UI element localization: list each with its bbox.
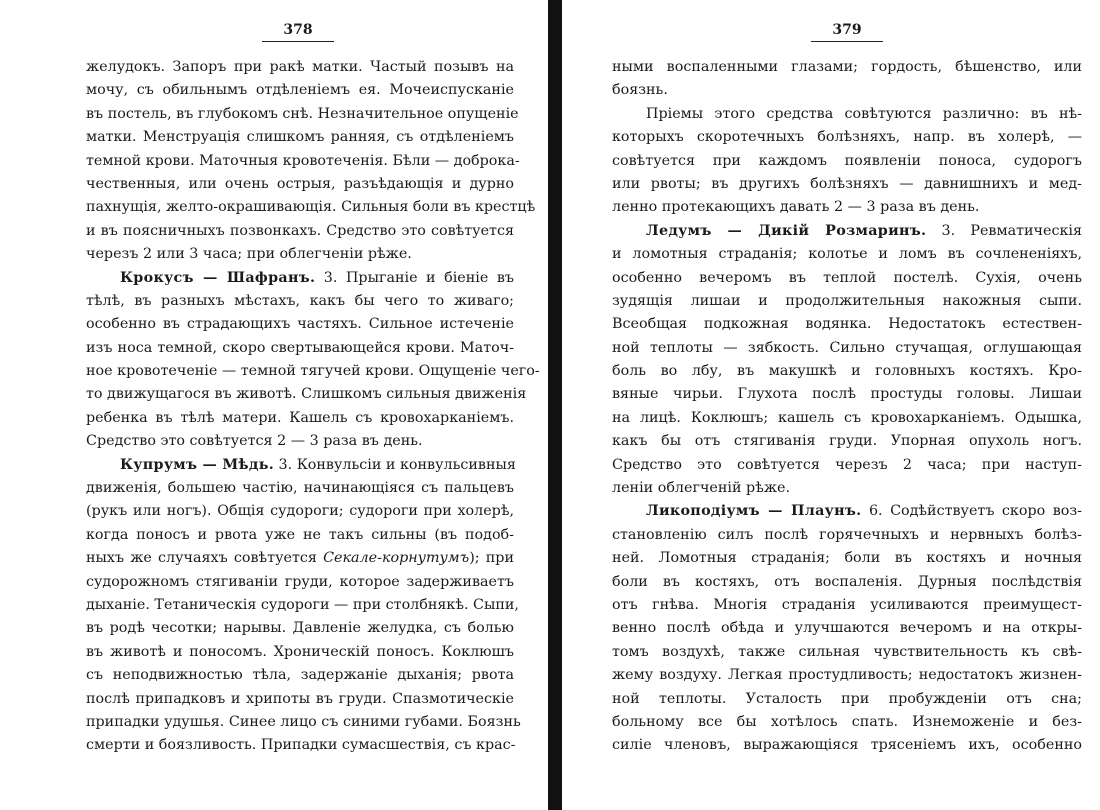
line-text: венно послѣ обѣда и улучшаются вечеромъ и на откры- — [612, 620, 1082, 637]
page-number — [807, 22, 887, 42]
text-line — [612, 173, 1082, 196]
line-text: жему воздуху. Легкая простудливость; недостатокъ жизнен- — [612, 667, 1082, 684]
text-line — [86, 664, 514, 687]
text-line — [86, 313, 514, 336]
text-line — [612, 56, 1082, 79]
line-text: ной теплоты. Усталость при пробужденіи отъ сна; — [612, 690, 1082, 707]
line-text: ленно протекающихъ давать 2 — 3 раза въ день. — [612, 199, 980, 216]
line-text: леніи облегченій рѣже. — [612, 480, 790, 497]
line-text: особенно вечеромъ въ теплой постелѣ. Сухія, очень — [612, 269, 1082, 286]
line-text: Всеобщая подкожная водянка. Недостатокъ естествен- — [612, 316, 1082, 333]
line-text: боли въ костяхъ, отъ воспаленія. Дурныя послѣдствія — [612, 573, 1082, 590]
text-line — [86, 524, 514, 547]
entry-heading: Ликоподіумъ — Плаунъ. — [646, 503, 862, 520]
line-text: изъ носа темной, скоро свертывающейся крови. Маточ- — [86, 339, 514, 356]
text-line — [86, 617, 514, 640]
page-number-text: 378 — [283, 22, 313, 38]
text-line — [86, 126, 514, 149]
page-number-rule — [262, 41, 334, 42]
line-text: особенно въ страдающихъ частяхъ. Сильное истеченіе — [86, 316, 514, 333]
line-text: смерти и боязливость. Припадки сумасшествія, съ крас- — [86, 737, 516, 754]
line-text: желудокъ. Запоръ при ракѣ матки. Частый позывъ на — [86, 59, 514, 75]
line-text: и ломотныя страданія; колотье и ломъ въ сочлененіяхъ, — [612, 246, 1082, 263]
text-line — [86, 383, 527, 406]
book-gutter — [548, 0, 562, 810]
text-line — [612, 103, 1082, 126]
text-line — [612, 500, 1082, 523]
text-line — [86, 196, 536, 219]
text-line — [86, 734, 514, 757]
text-line — [86, 79, 514, 102]
line-text: ными воспаленными глазами; гордость, бѣшенство, или — [612, 59, 1082, 75]
text-line — [612, 126, 1082, 149]
line-text: съ неподвижностью тѣла, задержаніе дыханія; рвота — [86, 667, 514, 684]
line-text: черезъ 2 или 3 часа; при облегченіи рѣже. — [86, 246, 412, 263]
line-text: совѣтуется при каждомъ появленіи поноса, судорогъ — [612, 152, 1082, 169]
text-line — [612, 734, 1082, 757]
line-text: темной крови. Маточныя кровотеченія. Бѣли — доброка- — [86, 152, 520, 169]
text-line — [86, 641, 514, 664]
line-text: ной теплоты — зябкость. Сильно стучащая, оглушающая — [612, 339, 1082, 356]
text-line — [86, 103, 519, 126]
line-text: отъ гнѣва. Многія страданія усиливаются преимущест- — [612, 596, 1082, 613]
text-line — [612, 196, 1082, 219]
line-text: движенія, большею частію, начинающіяся съ пальцевъ — [86, 480, 514, 497]
line-text: ней. Ломотныя страданія; боли въ костяхъ и ночныя — [612, 550, 1082, 567]
text-line — [612, 711, 1082, 734]
text-line — [612, 243, 1082, 266]
left-page — [0, 0, 548, 810]
text-line — [612, 360, 1082, 383]
line-text: Средство это совѣтуется 2 — 3 раза въ день. — [86, 433, 423, 450]
text-line — [612, 430, 1082, 453]
entry-heading: Крокусъ — Шафранъ. — [120, 269, 316, 286]
line-text: вяные чирьи. Глухота послѣ простуды головы. Лишаи — [612, 386, 1082, 403]
text-line — [612, 313, 1082, 336]
right-page — [562, 0, 1100, 810]
line-text: (рукъ или ногъ). Общія судороги; судороги при холерѣ, — [86, 503, 514, 520]
line-text: на лицѣ. Коклюшъ; кашель съ кровохарканіемъ. Одышка, — [612, 409, 1082, 426]
text-line — [86, 711, 521, 734]
text-line — [86, 243, 514, 266]
text-line — [86, 220, 514, 243]
page-text — [86, 56, 540, 758]
line-text: силіе членовъ, выражающіяся трясеніемъ ихъ, особенно — [612, 737, 1082, 754]
text-line — [612, 688, 1082, 711]
line-text: зудящія лишаи и продолжительныя накожныя сыпи. — [612, 292, 1082, 309]
text-line — [612, 524, 1082, 547]
text-line — [86, 407, 514, 430]
line-text: боль во лбу, въ макушкѣ и головныхъ костяхъ. Кро- — [612, 363, 1082, 380]
entry-heading: Купрумъ — Мѣдь. — [120, 456, 274, 473]
text-line — [612, 594, 1082, 617]
text-line — [612, 337, 1082, 360]
line-text: 3. Прыганіе и біеніе въ — [315, 269, 514, 286]
line-text: и въ поясничныхъ позвонкахъ. Средство это совѣтуется — [86, 222, 514, 239]
text-line — [612, 267, 1082, 290]
line-text: въ животѣ и поносомъ. Хроническій поносъ. Коклюшъ — [86, 643, 514, 660]
line-text: 3. Ревматическія — [926, 222, 1082, 239]
line-text: Пріемы этого средства совѣтуются различно: въ нѣ- — [646, 105, 1082, 122]
line-text: пахнущія, желто-окрашивающія. Сильныя боли въ крестцѣ — [86, 199, 536, 216]
text-line — [86, 360, 540, 383]
text-line — [86, 430, 514, 453]
line-text: которыхъ скоротечныхъ болѣзняхъ, напр. въ холерѣ, — — [612, 129, 1082, 146]
line-text: судорожномъ стягиваніи груди, которое задерживаетъ — [86, 573, 514, 590]
page-number-text: 379 — [832, 22, 862, 38]
line-text: 6. Содѣйствуетъ скоро воз- — [861, 503, 1082, 520]
entry-heading: Ледумъ — Дикій Розмаринъ. — [646, 222, 927, 239]
line-text: когда поносъ и рвота уже не такъ сильны (въ подоб- — [86, 526, 514, 543]
line-text: больному все бы хотѣлось спать. Изнеможеніе и без- — [612, 713, 1082, 730]
line-text: припадки удушья. Синее лицо съ синими губами. Боязнь — [86, 713, 521, 730]
text-line — [86, 290, 514, 313]
text-line — [612, 220, 1082, 243]
line-text: 3. Конвульсіи и конвульсивныя — [274, 456, 516, 473]
text-line — [86, 267, 514, 290]
text-line — [86, 688, 514, 711]
line-text: мочу, съ обильнымъ отдѣленіемъ ея. Мочеиспусканіе — [86, 82, 514, 99]
text-line — [612, 290, 1082, 313]
line-text: тѣлѣ, въ разныхъ мѣстахъ, какъ бы чего то живаго; — [86, 292, 514, 309]
text-line — [612, 407, 1082, 430]
text-line — [86, 454, 514, 477]
line-text: или рвоты; въ другихъ болѣзняхъ — давнишнихъ и мед- — [612, 175, 1082, 192]
text-line — [86, 547, 514, 570]
text-line — [612, 454, 1082, 477]
line-text: боязнь. — [612, 82, 668, 99]
text-line — [86, 56, 514, 79]
line-text: какъ бы отъ стягиванія груди. Упорная опухоль ногъ. — [612, 433, 1082, 450]
text-line — [612, 547, 1082, 570]
text-line — [612, 477, 1082, 500]
text-line — [612, 79, 1082, 102]
text-line — [612, 150, 1082, 173]
italic-text: Секале-корнутумъ — [323, 550, 470, 567]
line-text: то движущагося въ животѣ. Слишкомъ сильныя движенія — [86, 386, 527, 403]
line-text: въ родѣ чесотки; нарывы. Давленіе желудка, съ болью — [86, 620, 514, 637]
line-text: ныхъ же случаяхъ совѣтуется — [86, 550, 324, 567]
text-line — [612, 641, 1082, 664]
text-line — [612, 664, 1082, 687]
line-text: матки. Менструація слишкомъ ранняя, съ отдѣленіемъ — [86, 129, 514, 146]
line-text: ное кровотеченіе — темной тягучей крови. Ощущеніе чего- — [86, 363, 540, 380]
text-line — [86, 500, 514, 523]
text-line — [86, 571, 514, 594]
line-text: послѣ припадковъ и хрипоты въ груди. Спазмотическіе — [86, 690, 514, 707]
text-line — [612, 571, 1082, 594]
line-text: томъ воздухѣ, также сильная чувствительность къ свѣ- — [612, 643, 1082, 660]
text-line — [612, 617, 1082, 640]
line-text: становленію силъ послѣ горячечныхъ и нервныхъ болѣз- — [612, 526, 1082, 543]
text-line — [86, 337, 514, 360]
page-number-rule — [811, 41, 883, 42]
text-line — [86, 173, 514, 196]
text-line — [86, 594, 519, 617]
line-text: въ постель, въ глубокомъ снѣ. Незначительное опущеніе — [86, 105, 519, 122]
line-text: Средство это совѣтуется черезъ 2 часа; при наступ- — [612, 456, 1082, 473]
text-line — [612, 383, 1082, 406]
text-line — [86, 150, 520, 173]
text-line — [86, 477, 514, 500]
page-text — [612, 56, 1082, 758]
line-text: ребенка въ тѣлѣ матери. Кашель съ кровохарканіемъ. — [86, 409, 514, 426]
line-text: дыханіе. Тетаническія судороги — при столбнякѣ. Сыпи, — [86, 596, 519, 613]
line-text: ); при — [469, 550, 514, 567]
line-text: чественныя, или очень острыя, разъѣдающія и дурно — [86, 175, 514, 192]
page-number — [258, 22, 338, 42]
